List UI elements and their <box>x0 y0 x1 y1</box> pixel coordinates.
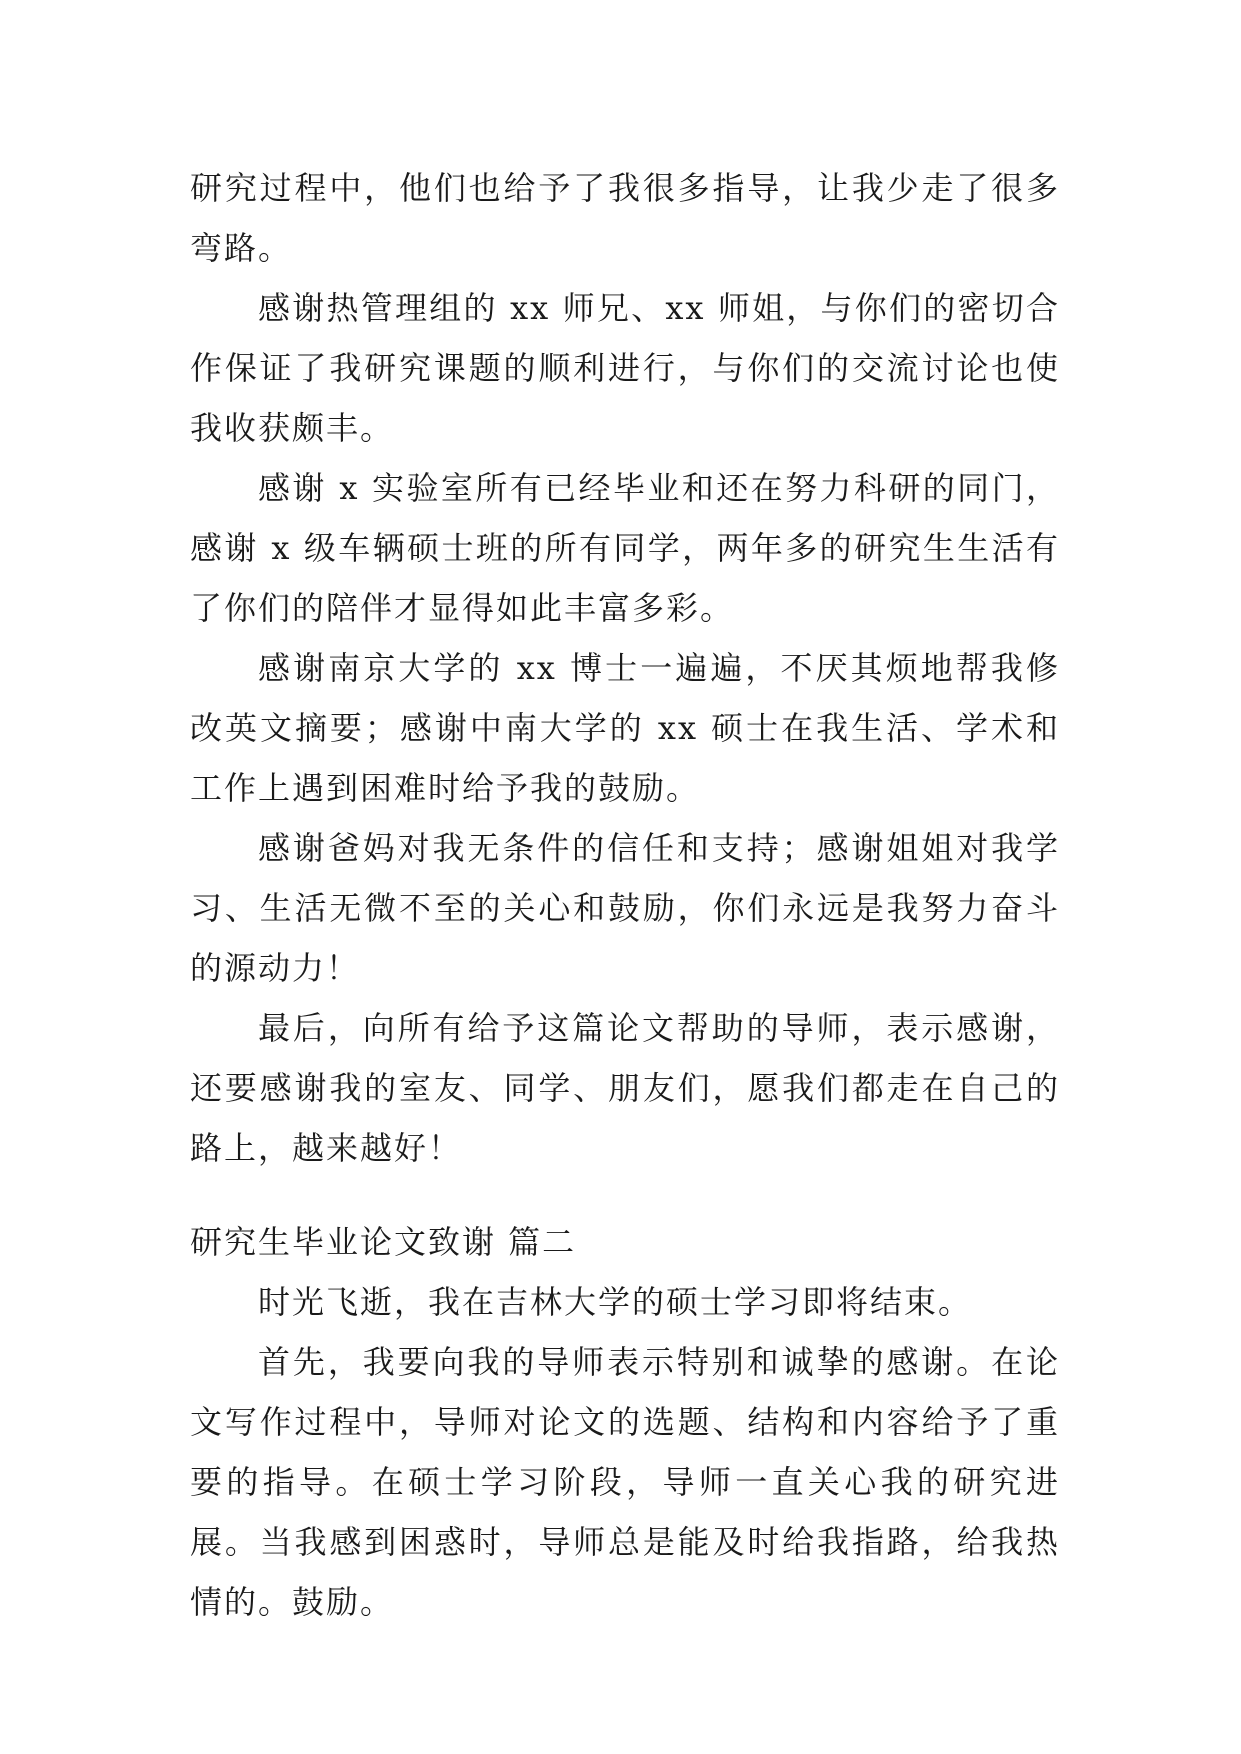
continuation-paragraph: 研究过程中，他们也给予了我很多指导，让我少走了很多弯路。 <box>190 169 1060 267</box>
paragraph-abstract-help: 感谢南京大学的 xx 博士一遍遍，不厌其烦地帮我修改英文摘要；感谢中南大学的 xx 硕士在我生活、学术和工作上遇到困难时给予我的鼓励。 <box>190 649 1060 807</box>
paragraph-thermal-group: 感谢热管理组的 xx 师兄、xx 师姐，与你们的密切合作保证了我研究课题的顺利进行，与你们的交流讨论也使我收获颇丰。 <box>190 289 1060 447</box>
paragraph-time-flies: 时光飞逝，我在吉林大学的硕士学习即将结束。 <box>258 1283 973 1321</box>
paragraph-advisor-thanks: 首先，我要向我的导师表示特别和诚挚的感谢。在论文写作过程中，导师对论文的选题、结构和内容给予了重要的指导。在硕士学习阶段，导师一直关心我的研究进展。当我感到困惑时，导师总是能及时给我指路，给我热情的。鼓励。 <box>190 1343 1060 1621</box>
acknowledgement-part-two <box>190 1212 1060 1632</box>
acknowledgement-part-one <box>190 158 1060 1178</box>
section-heading: 研究生毕业论文致谢 篇二 <box>190 1223 577 1261</box>
paragraph-lab-classmates: 感谢 x 实验室所有已经毕业和还在努力科研的同门，感谢 x 级车辆硕士班的所有同学，两年多的研究生生活有了你们的陪伴才显得如此丰富多彩。 <box>190 469 1060 627</box>
paragraph-family: 感谢爸妈对我无条件的信任和支持；感谢姐姐对我学习、生活无微不至的关心和鼓励，你们永远是我努力奋斗的源动力！ <box>190 829 1060 987</box>
paragraph-closing: 最后，向所有给予这篇论文帮助的导师，表示感谢，还要感谢我的室友、同学、朋友们，愿我们都走在自己的路上，越来越好！ <box>190 1009 1060 1167</box>
